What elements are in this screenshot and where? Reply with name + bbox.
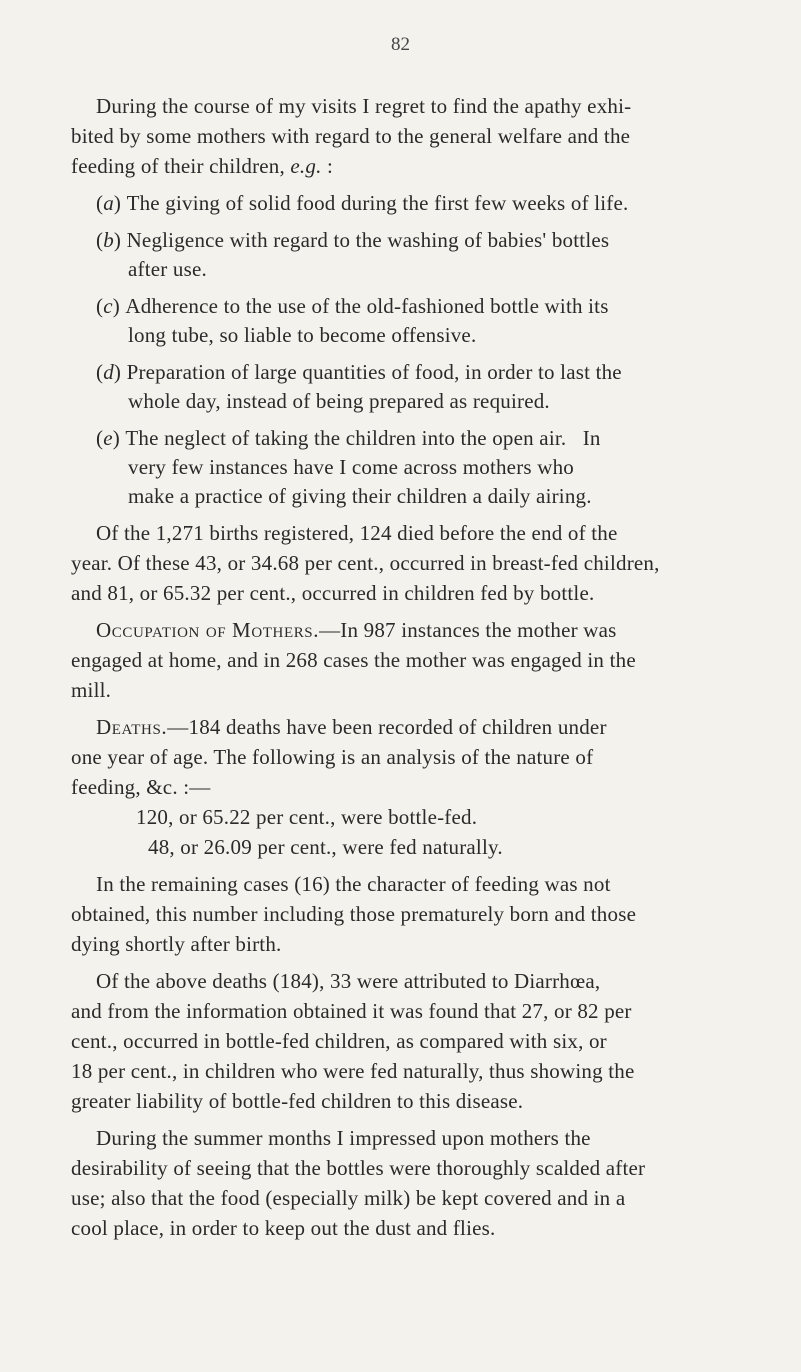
item-e-label: e	[103, 426, 113, 450]
deaths-line-2: one year of age. The following is an analysis of the nature of	[71, 745, 594, 769]
births-line-2: year. Of these 43, or 34.68 per cent., occurred in breast-fed children,	[71, 551, 660, 575]
item-b: (b) Negligence with regard to the washing of babies' bottles	[96, 228, 610, 252]
summer-line-1: During the summer months I impressed upon mothers the	[96, 1126, 591, 1150]
intro-line-1: During the course of my visits I regret to find the apathy exhi-	[96, 94, 632, 118]
item-e: (e) The neglect of taking the children into the open air. In	[96, 426, 601, 450]
item-c-label: c	[103, 294, 113, 318]
item-d-text-2: whole day, instead of being prepared as required.	[128, 389, 550, 413]
item-c-text-2: long tube, so liable to become offensive.	[128, 323, 477, 347]
item-d: (d) Preparation of large quantities of food, in order to last the	[96, 360, 622, 384]
item-a-text: The giving of solid food during the first few weeks of life.	[126, 191, 629, 215]
occupation-line-2: engaged at home, and in 268 cases the mother was engaged in the	[71, 648, 636, 672]
deaths-heading: Deaths.	[96, 715, 168, 739]
item-e-text-2: very few instances have I come across mothers who	[128, 455, 574, 479]
births-line-3: and 81, or 65.32 per cent., occurred in children fed by bottle.	[71, 581, 595, 605]
deaths-line-3: feeding, &c. :—	[71, 775, 211, 799]
intro-line-2: bited by some mothers with regard to the general welfare and the	[71, 124, 631, 148]
remaining-line-2: obtained, this number including those prematurely born and those	[71, 902, 637, 926]
deaths-line-1	[96, 715, 607, 739]
remaining-line-1: In the remaining cases (16) the character of feeding was not	[96, 872, 611, 896]
occupation-line-3: mill.	[71, 678, 112, 702]
occupation-heading: Occupation of Mothers.	[96, 618, 320, 642]
diarrhoea-line-2: and from the information obtained it was found that 27, or 82 per	[71, 999, 632, 1023]
diarrhoea-line-1: Of the above deaths (184), 33 were attributed to Diarrhœa,	[96, 969, 601, 993]
item-a-label: a	[103, 191, 114, 215]
diarrhoea-line-5: greater liability of bottle-fed children to this disease.	[71, 1089, 524, 1113]
summer-line-2: desirability of seeing that the bottles were thoroughly scalded after	[71, 1156, 646, 1180]
births-line-1: Of the 1,271 births registered, 124 died before the end of the	[96, 521, 618, 545]
deaths-stat-natural: 48, or 26.09 per cent., were fed naturally.	[148, 835, 503, 859]
item-a: (a) The giving of solid food during the first few weeks of life.	[96, 191, 629, 215]
intro-line-3-text: feeding of their children,	[71, 154, 291, 178]
intro-line-3	[71, 154, 333, 178]
intro-line-3-end: :	[321, 154, 334, 178]
item-d-label: d	[103, 360, 114, 384]
item-e-text-3: make a practice of giving their children a daily airing.	[128, 484, 592, 508]
item-b-text-1: Negligence with regard to the washing of babies' bottles	[126, 228, 610, 252]
item-d-text-1: Preparation of large quantities of food, in order to last the	[126, 360, 622, 384]
item-b-text-2: after use.	[128, 257, 207, 281]
summer-line-3: use; also that the food (especially milk) be kept covered and in a	[71, 1186, 626, 1210]
summer-line-4: cool place, in order to keep out the dust and flies.	[71, 1216, 496, 1240]
remaining-line-3: dying shortly after birth.	[71, 932, 282, 956]
item-c-text-1: Adherence to the use of the old-fashioned bottle with its	[125, 294, 609, 318]
deaths-stat-bottle: 120, or 65.22 per cent., were bottle-fed.	[136, 805, 478, 829]
item-e-text-1: The neglect of taking the children into the open air. In	[125, 426, 601, 450]
page-number: 82	[391, 34, 410, 55]
deaths-text-1: —184 deaths have been recorded of children under	[167, 715, 607, 739]
item-c: (c) Adherence to the use of the old-fashioned bottle with its	[96, 294, 609, 318]
item-b-label: b	[103, 228, 114, 252]
occupation-text-1: —In 987 instances the mother was	[319, 618, 617, 642]
diarrhoea-line-4: 18 per cent., in children who were fed naturally, thus showing the	[71, 1059, 635, 1083]
intro-eg: e.g.	[290, 154, 322, 178]
diarrhoea-line-3: cent., occurred in bottle-fed children, as compared with six, or	[71, 1029, 607, 1053]
occupation-line-1	[96, 618, 617, 642]
